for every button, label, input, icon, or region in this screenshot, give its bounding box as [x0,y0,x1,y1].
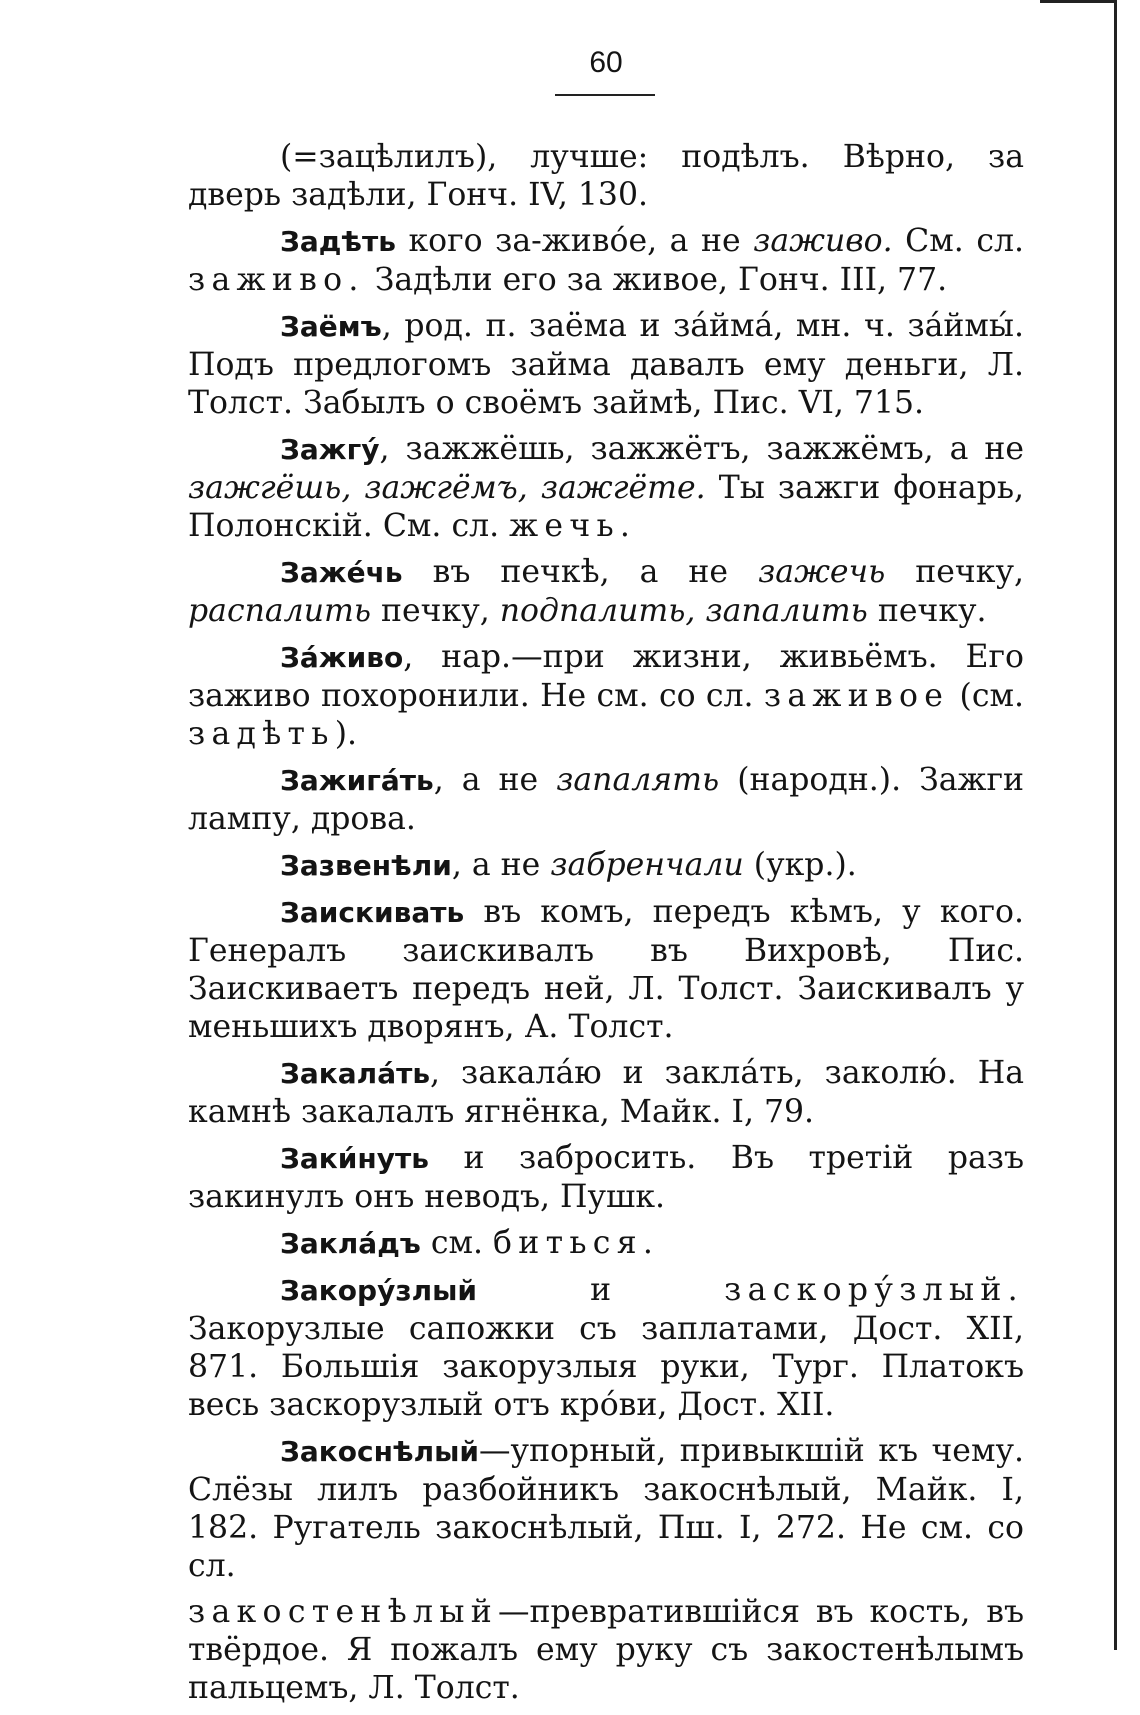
entry-text: , закала́ю и закла́ть, заколю́. На камнѣ закалалъ ягнёнка, Майк. I, 79. [188,1055,1024,1130]
entry-text: (=зацѣлилъ), лучше: подѣлъ. Вѣрно, за дверь задѣли, Гонч. IV, 130. [188,139,1024,213]
entry-italic-text: зажгёшь, зажгёмъ, зажгёте. [188,470,706,506]
entry-headword: Закоснѣлый [280,1435,480,1468]
entry-text: кого за-живо́е, а не [395,223,754,259]
entry-spaced-text: заживо. [188,262,365,298]
entry-headword: Закору́злый [280,1274,478,1307]
entry-text: , зажжёшь, зажжётъ, зажжёмъ, а не [379,431,1024,467]
dictionary-entry [188,761,1024,838]
entry-text: , а не [433,762,557,798]
entry-italic-text: подпалить, запалить [499,593,868,629]
dictionary-entry [188,1271,1024,1424]
entry-text: въ печкѣ, а не [402,554,759,590]
entry-text: и забросить. Въ третій разъ закинулъ онъ неводъ, Пушк. [188,1140,1024,1215]
entry-spaced-text: заживое [763,678,950,714]
entry-text: , род. п. заёма и за́йма́, мн. ч. за́ймы́. Подъ предлогомъ займа давалъ ему деньги, Л. Толст. Забылъ о своёмъ займѣ, Пис. VI, 715. [188,308,1024,421]
entry-headword: Заки́нуть [280,1142,429,1175]
dictionary-entry [188,1139,1024,1216]
entry-italic-text: распалить [188,593,372,629]
entry-spaced-text: биться. [493,1225,660,1261]
dictionary-entries [188,138,1024,1715]
entry-text: ). [334,716,358,752]
dictionary-entry [188,638,1024,753]
entry-italic-text: заживо. [753,223,893,259]
entry-italic-text: забренчали [550,847,744,883]
entry-spaced-text: заскору́злый. [724,1272,1024,1308]
entry-headword: Зажига́ть [280,764,434,797]
entry-italic-text: зажечь [758,554,886,590]
entry-text: Закорузлые сапожки съ заплатами, Дост. XII, 871. Большія закорузлыя руки, Тург. Платокъ весь заскорузлый отъ кро́ви, Дост. XII. [188,1311,1024,1423]
entry-spaced-text: задѣть [188,716,335,752]
entry-text: печку, [371,593,500,629]
entry-text: печку, [885,554,1024,590]
entry-text: , а не [451,847,551,883]
dictionary-entry [188,1054,1024,1131]
entry-headword: За́живо [280,641,404,674]
entry-headword: Закла́дъ [280,1227,421,1260]
entry-text: и [477,1272,725,1308]
page-number-rule [555,94,655,96]
dictionary-entry [188,553,1024,630]
page-number: 60 [589,46,623,79]
entry-spaced-text: жечь. [509,508,637,544]
entry-headword: Закала́ть [280,1057,431,1090]
entry-text: (см. [949,678,1024,714]
entry-text: См. сл. [892,223,1024,259]
entry-text: —упорный, привыкшій къ чему. Слёзы лилъ разбойникъ закоснѣлый, Майк. I, 182. Ругатель закоснѣлый, Пш. I, 272. Не см. со сл. [188,1433,1024,1584]
entry-text: (народн.). Зажги лампу, дрова. [188,762,1025,837]
page-edge-top [1040,0,1117,3]
dictionary-entry [188,893,1024,1046]
entry-text: , нар.—при жизни, живьёмъ. Его заживо похоронили. Не см. со сл. [188,639,1024,714]
dictionary-entry [188,1593,1024,1707]
dictionary-entry [188,1432,1024,1585]
entry-text: Задѣли его за живое, Гонч. III, 77. [364,262,948,298]
entry-text: Ты зажги фонарь, Полонскій. См. сл. [188,470,1024,544]
entry-text: въ комъ, передъ кѣмъ, у кого. Генералъ заискивалъ въ Вихровѣ, Пис. Заискиваетъ передъ ней, Л. Толст. Заискивалъ у меньшихъ дворянъ, А. Толст. [188,894,1024,1045]
entry-text: —превратившійся въ кость, въ твёрдое. Я пожалъ ему руку съ закостенѣлымъ пальцемъ, Л. Толст. [188,1594,1024,1706]
entry-italic-text: запалять [556,762,720,798]
entry-headword: Задѣть [280,225,396,258]
dictionary-entry [188,222,1024,299]
entry-headword: Заёмъ [280,310,382,343]
dictionary-entry [188,138,1024,214]
entry-headword: Заже́чь [280,556,403,589]
page-edge-right [1114,0,1117,1650]
dictionary-entry [188,846,1024,885]
entry-headword: Заискивать [280,896,465,929]
entry-spaced-text: закостенѣлый [188,1594,498,1630]
dictionary-entry [188,430,1024,545]
dictionary-entry [188,1224,1024,1263]
entry-text: см. [420,1225,494,1261]
entry-text: печку. [867,593,987,629]
entry-text: (укр.). [743,847,857,883]
entry-headword: Зажгу́ [280,433,380,466]
entry-headword: Зазвенѣли [280,849,452,882]
dictionary-entry [188,307,1024,422]
